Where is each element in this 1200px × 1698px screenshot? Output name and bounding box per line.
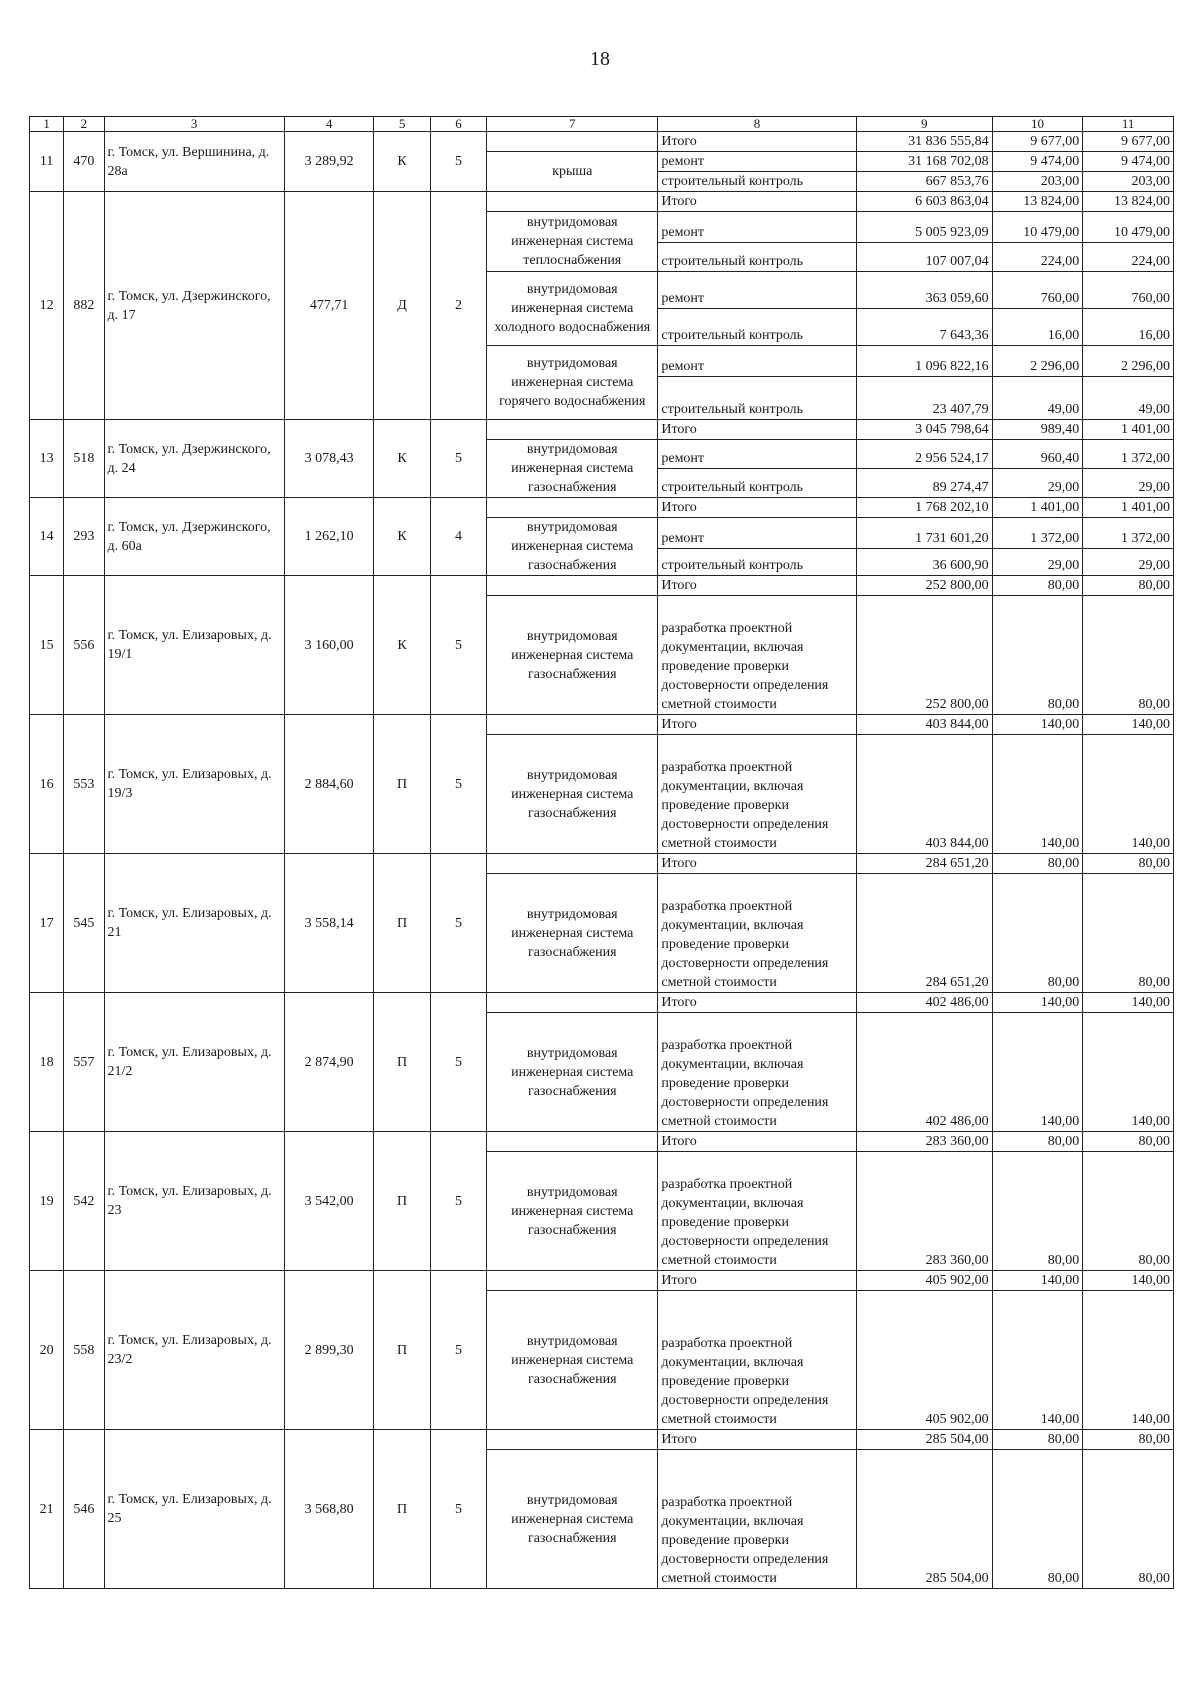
- building-category: П: [374, 1430, 430, 1589]
- cost-limit: 140,00: [1083, 1013, 1174, 1132]
- building-code: 545: [64, 854, 104, 993]
- cost-per-unit: 80,00: [992, 1450, 1083, 1589]
- building-address: г. Томск, ул. Елизаровых, д. 23/2: [104, 1271, 284, 1430]
- cost-per-unit: 29,00: [992, 549, 1083, 576]
- cost-limit: 140,00: [1083, 1291, 1174, 1430]
- system-name: внутридомовая инженерная система газоснабжения: [487, 596, 658, 715]
- system-name: внутридомовая инженерная система газоснабжения: [487, 1013, 658, 1132]
- building-floors: 5: [430, 1430, 486, 1589]
- building-floors: 5: [430, 993, 486, 1132]
- building-area: 3 289,92: [284, 132, 374, 192]
- column-header: 8: [658, 117, 856, 132]
- cost-limit: 80,00: [1083, 576, 1174, 596]
- building-category: К: [374, 132, 430, 192]
- building-category: К: [374, 576, 430, 715]
- cost-per-unit: 760,00: [992, 272, 1083, 309]
- cost-per-unit: 203,00: [992, 172, 1083, 192]
- cost-total: 107 007,04: [856, 243, 992, 272]
- cost-per-unit: 29,00: [992, 469, 1083, 498]
- building-floors: 5: [430, 1271, 486, 1430]
- cost-limit: 29,00: [1083, 469, 1174, 498]
- building-code: 518: [64, 420, 104, 498]
- cost-per-unit: 80,00: [992, 874, 1083, 993]
- system-cell: [487, 420, 658, 440]
- cost-total: 363 059,60: [856, 272, 992, 309]
- work-type: Итого: [658, 498, 856, 518]
- building-code: 553: [64, 715, 104, 854]
- column-header: 4: [284, 117, 374, 132]
- system-cell: [487, 498, 658, 518]
- cost-total: 31 836 555,84: [856, 132, 992, 152]
- cost-total: 3 045 798,64: [856, 420, 992, 440]
- cost-per-unit: 140,00: [992, 715, 1083, 735]
- row-number: 11: [30, 132, 64, 192]
- row-number: 21: [30, 1430, 64, 1589]
- work-type: строительный контроль: [658, 377, 856, 420]
- cost-total: 667 853,76: [856, 172, 992, 192]
- row-number: 12: [30, 192, 64, 420]
- work-type: строительный контроль: [658, 549, 856, 576]
- work-type: разработка проектной документации, включая проведение проверки достоверности определения сметной стоимости: [658, 1450, 856, 1589]
- work-type: разработка проектной документации, включая проведение проверки достоверности определения сметной стоимости: [658, 1013, 856, 1132]
- building-address: г. Томск, ул. Дзержинского, д. 60а: [104, 498, 284, 576]
- cost-limit: 80,00: [1083, 1450, 1174, 1589]
- work-type: Итого: [658, 1271, 856, 1291]
- cost-per-unit: 9 677,00: [992, 132, 1083, 152]
- column-header: 6: [430, 117, 486, 132]
- work-type: ремонт: [658, 440, 856, 469]
- cost-per-unit: 1 372,00: [992, 518, 1083, 549]
- row-number: 20: [30, 1271, 64, 1430]
- building-address: г. Томск, ул. Елизаровых, д. 21: [104, 854, 284, 993]
- system-cell: [487, 132, 658, 152]
- work-type: ремонт: [658, 272, 856, 309]
- column-header: 2: [64, 117, 104, 132]
- work-type: Итого: [658, 1132, 856, 1152]
- building-area: 1 262,10: [284, 498, 374, 576]
- cost-total: 1 096 822,16: [856, 346, 992, 377]
- cost-per-unit: 13 824,00: [992, 192, 1083, 212]
- cost-limit: 9 677,00: [1083, 132, 1174, 152]
- building-category: К: [374, 498, 430, 576]
- column-header: 9: [856, 117, 992, 132]
- cost-limit: 1 401,00: [1083, 498, 1174, 518]
- cost-per-unit: 80,00: [992, 1430, 1083, 1450]
- building-code: 293: [64, 498, 104, 576]
- building-category: П: [374, 1271, 430, 1430]
- building-floors: 5: [430, 576, 486, 715]
- cost-limit: 80,00: [1083, 854, 1174, 874]
- building-code: 556: [64, 576, 104, 715]
- column-header: 5: [374, 117, 430, 132]
- work-type: ремонт: [658, 518, 856, 549]
- column-header: 10: [992, 117, 1083, 132]
- building-category: П: [374, 1132, 430, 1271]
- cost-total: 1 768 202,10: [856, 498, 992, 518]
- cost-per-unit: 224,00: [992, 243, 1083, 272]
- building-code: 546: [64, 1430, 104, 1589]
- building-code: 558: [64, 1271, 104, 1430]
- system-name: внутридомовая инженерная система горячего водоснабжения: [487, 346, 658, 420]
- cost-limit: 49,00: [1083, 377, 1174, 420]
- cost-per-unit: 16,00: [992, 309, 1083, 346]
- cost-per-unit: 960,40: [992, 440, 1083, 469]
- cost-per-unit: 80,00: [992, 596, 1083, 715]
- work-type: Итого: [658, 420, 856, 440]
- cost-limit: 80,00: [1083, 1132, 1174, 1152]
- building-address: г. Томск, ул. Дзержинского, д. 24: [104, 420, 284, 498]
- system-name: внутридомовая инженерная система газоснабжения: [487, 1450, 658, 1589]
- work-type: разработка проектной документации, включая проведение проверки достоверности определения сметной стоимости: [658, 596, 856, 715]
- page-number: 18: [590, 48, 610, 70]
- table-row: [30, 192, 1174, 212]
- building-area: 2 899,30: [284, 1271, 374, 1430]
- building-floors: 2: [430, 192, 486, 420]
- building-address: г. Томск, ул. Вершинина, д. 28а: [104, 132, 284, 192]
- cost-limit: 10 479,00: [1083, 212, 1174, 243]
- cost-limit: 1 401,00: [1083, 420, 1174, 440]
- cost-total: 89 274,47: [856, 469, 992, 498]
- cost-total: 284 651,20: [856, 874, 992, 993]
- system-cell: [487, 1271, 658, 1291]
- building-address: г. Томск, ул. Елизаровых, д. 23: [104, 1132, 284, 1271]
- row-number: 15: [30, 576, 64, 715]
- building-floors: 5: [430, 132, 486, 192]
- column-header: 7: [487, 117, 658, 132]
- row-number: 19: [30, 1132, 64, 1271]
- cost-limit: 9 474,00: [1083, 152, 1174, 172]
- cost-per-unit: 140,00: [992, 1291, 1083, 1430]
- cost-total: 285 504,00: [856, 1430, 992, 1450]
- work-type: строительный контроль: [658, 172, 856, 192]
- building-floors: 5: [430, 420, 486, 498]
- cost-per-unit: 80,00: [992, 576, 1083, 596]
- cost-total: 283 360,00: [856, 1132, 992, 1152]
- cost-limit: 1 372,00: [1083, 518, 1174, 549]
- building-code: 542: [64, 1132, 104, 1271]
- cost-limit: 13 824,00: [1083, 192, 1174, 212]
- cost-limit: 29,00: [1083, 549, 1174, 576]
- cost-per-unit: 10 479,00: [992, 212, 1083, 243]
- work-type: строительный контроль: [658, 469, 856, 498]
- system-name: внутридомовая инженерная система газоснабжения: [487, 1291, 658, 1430]
- cost-total: 6 603 863,04: [856, 192, 992, 212]
- building-area: 477,71: [284, 192, 374, 420]
- table-row: [30, 420, 1174, 440]
- column-header: 11: [1083, 117, 1174, 132]
- work-type: Итого: [658, 576, 856, 596]
- cost-limit: 80,00: [1083, 1430, 1174, 1450]
- cost-total: 285 504,00: [856, 1450, 992, 1589]
- cost-limit: 80,00: [1083, 874, 1174, 993]
- row-number: 13: [30, 420, 64, 498]
- system-cell: [487, 1430, 658, 1450]
- system-name: внутридомовая инженерная система газоснабжения: [487, 440, 658, 498]
- cost-total: 402 486,00: [856, 1013, 992, 1132]
- system-cell: [487, 1132, 658, 1152]
- cost-per-unit: 140,00: [992, 993, 1083, 1013]
- cost-total: 7 643,36: [856, 309, 992, 346]
- cost-per-unit: 140,00: [992, 1013, 1083, 1132]
- work-type: разработка проектной документации, включая проведение проверки достоверности определения сметной стоимости: [658, 735, 856, 854]
- cost-limit: 140,00: [1083, 1271, 1174, 1291]
- cost-per-unit: 80,00: [992, 854, 1083, 874]
- cost-per-unit: 989,40: [992, 420, 1083, 440]
- building-floors: 5: [430, 854, 486, 993]
- column-header: 1: [30, 117, 64, 132]
- work-type: ремонт: [658, 346, 856, 377]
- building-code: 882: [64, 192, 104, 420]
- building-code: 557: [64, 993, 104, 1132]
- work-type: Итого: [658, 192, 856, 212]
- building-address: г. Томск, ул. Елизаровых, д. 21/2: [104, 993, 284, 1132]
- row-number: 14: [30, 498, 64, 576]
- cost-total: 252 800,00: [856, 576, 992, 596]
- cost-total: 5 005 923,09: [856, 212, 992, 243]
- work-type: Итого: [658, 715, 856, 735]
- cost-limit: 203,00: [1083, 172, 1174, 192]
- cost-total: 405 902,00: [856, 1271, 992, 1291]
- building-area: 3 558,14: [284, 854, 374, 993]
- system-cell: [487, 993, 658, 1013]
- cost-limit: 140,00: [1083, 993, 1174, 1013]
- table-row: [30, 993, 1174, 1013]
- building-category: П: [374, 854, 430, 993]
- building-area: 3 160,00: [284, 576, 374, 715]
- system-cell: [487, 576, 658, 596]
- table-row: [30, 1430, 1174, 1450]
- cost-per-unit: 80,00: [992, 1152, 1083, 1271]
- building-category: П: [374, 993, 430, 1132]
- work-type: строительный контроль: [658, 243, 856, 272]
- system-cell: [487, 715, 658, 735]
- cost-limit: 140,00: [1083, 735, 1174, 854]
- building-address: г. Томск, ул. Елизаровых, д. 25: [104, 1430, 284, 1589]
- work-type: разработка проектной документации, включая проведение проверки достоверности определения сметной стоимости: [658, 1152, 856, 1271]
- cost-limit: 80,00: [1083, 1152, 1174, 1271]
- row-number: 17: [30, 854, 64, 993]
- work-type: Итого: [658, 1430, 856, 1450]
- table-row: [30, 576, 1174, 596]
- table-row: [30, 498, 1174, 518]
- system-name: внутридомовая инженерная система газоснабжения: [487, 735, 658, 854]
- cost-per-unit: 9 474,00: [992, 152, 1083, 172]
- cost-per-unit: 140,00: [992, 1271, 1083, 1291]
- system-name: внутридомовая инженерная система газоснабжения: [487, 874, 658, 993]
- table-row: [30, 715, 1174, 735]
- cost-total: 23 407,79: [856, 377, 992, 420]
- work-type: строительный контроль: [658, 309, 856, 346]
- cost-per-unit: 2 296,00: [992, 346, 1083, 377]
- building-code: 470: [64, 132, 104, 192]
- cost-total: 1 731 601,20: [856, 518, 992, 549]
- system-name: внутридомовая инженерная система газоснабжения: [487, 518, 658, 576]
- column-numbers-row: [30, 117, 1174, 132]
- work-type: Итого: [658, 132, 856, 152]
- work-type: ремонт: [658, 212, 856, 243]
- cost-total: 284 651,20: [856, 854, 992, 874]
- cost-limit: 224,00: [1083, 243, 1174, 272]
- cost-limit: 760,00: [1083, 272, 1174, 309]
- cost-total: 283 360,00: [856, 1152, 992, 1271]
- building-area: 2 884,60: [284, 715, 374, 854]
- cost-limit: 16,00: [1083, 309, 1174, 346]
- building-category: К: [374, 420, 430, 498]
- cost-limit: 1 372,00: [1083, 440, 1174, 469]
- table-row: [30, 1271, 1174, 1291]
- cost-total: 36 600,90: [856, 549, 992, 576]
- building-floors: 5: [430, 1132, 486, 1271]
- building-area: 3 078,43: [284, 420, 374, 498]
- building-area: 2 874,90: [284, 993, 374, 1132]
- cost-per-unit: 140,00: [992, 735, 1083, 854]
- system-cell: [487, 192, 658, 212]
- work-type: ремонт: [658, 152, 856, 172]
- cost-total: 405 902,00: [856, 1291, 992, 1430]
- cost-per-unit: 1 401,00: [992, 498, 1083, 518]
- cost-limit: 80,00: [1083, 596, 1174, 715]
- cost-total: 402 486,00: [856, 993, 992, 1013]
- system-name: крыша: [487, 152, 658, 192]
- building-floors: 4: [430, 498, 486, 576]
- building-category: Д: [374, 192, 430, 420]
- system-cell: [487, 854, 658, 874]
- building-floors: 5: [430, 715, 486, 854]
- work-type: разработка проектной документации, включая проведение проверки достоверности определения сметной стоимости: [658, 1291, 856, 1430]
- repair-program-table: [29, 116, 1174, 1589]
- cost-limit: 140,00: [1083, 715, 1174, 735]
- column-header: 3: [104, 117, 284, 132]
- table-row: [30, 132, 1174, 152]
- system-name: внутридомовая инженерная система теплоснабжения: [487, 212, 658, 272]
- cost-total: 252 800,00: [856, 596, 992, 715]
- cost-total: 403 844,00: [856, 735, 992, 854]
- row-number: 18: [30, 993, 64, 1132]
- table-row: [30, 854, 1174, 874]
- work-type: разработка проектной документации, включая проведение проверки достоверности определения сметной стоимости: [658, 874, 856, 993]
- table-row: [30, 1132, 1174, 1152]
- system-name: внутридомовая инженерная система холодного водоснабжения: [487, 272, 658, 346]
- work-type: Итого: [658, 993, 856, 1013]
- cost-total: 2 956 524,17: [856, 440, 992, 469]
- cost-per-unit: 49,00: [992, 377, 1083, 420]
- cost-total: 31 168 702,08: [856, 152, 992, 172]
- building-area: 3 568,80: [284, 1430, 374, 1589]
- building-address: г. Томск, ул. Елизаровых, д. 19/1: [104, 576, 284, 715]
- cost-per-unit: 80,00: [992, 1132, 1083, 1152]
- building-address: г. Томск, ул. Дзержинского, д. 17: [104, 192, 284, 420]
- building-category: П: [374, 715, 430, 854]
- building-address: г. Томск, ул. Елизаровых, д. 19/3: [104, 715, 284, 854]
- building-area: 3 542,00: [284, 1132, 374, 1271]
- system-name: внутридомовая инженерная система газоснабжения: [487, 1152, 658, 1271]
- row-number: 16: [30, 715, 64, 854]
- cost-total: 403 844,00: [856, 715, 992, 735]
- cost-limit: 2 296,00: [1083, 346, 1174, 377]
- work-type: Итого: [658, 854, 856, 874]
